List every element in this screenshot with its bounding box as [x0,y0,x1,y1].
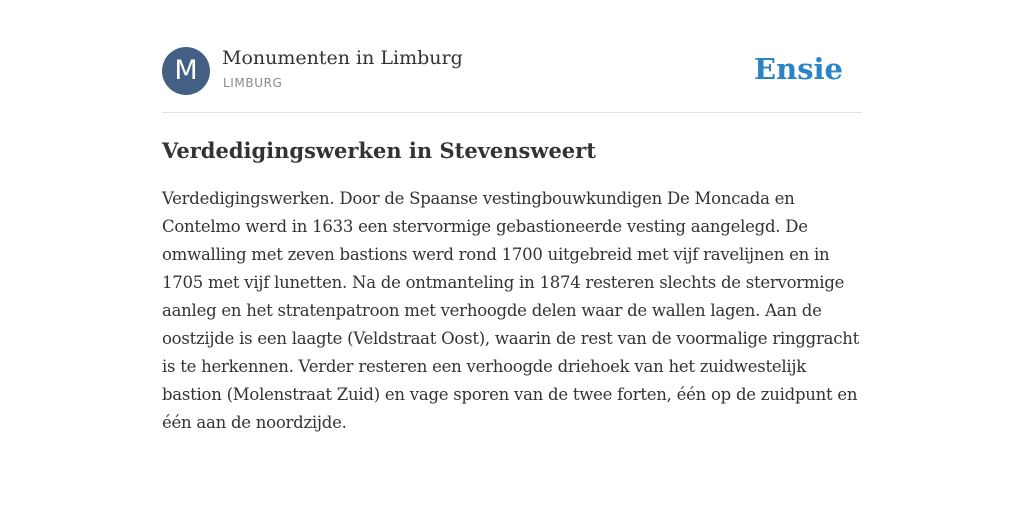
source-subtitle: LIMBURG [223,76,283,90]
avatar[interactable]: M [162,47,210,95]
brand-logo[interactable]: Ensie [754,52,843,86]
card-header [162,46,862,113]
article-body: Verdedigingswerken. Door de Spaanse vestingbouwkundigen De Moncada en Contelmo werd in 1633 een stervormige gebastioneerde vesting aangelegd. De omwalling met zeven bastions werd rond 1700 uitgebreid met vijf ravelijnen en in 1705 met vijf lunetten. Na de ontmanteling in 1874 resteren slechts de stervormige aanleg en het stratenpatroon met verhoogde delen waar de wallen lagen. Aan de oostzijde is een laagte (Veldstraat Oost), waarin de rest van de voormalige ringgracht is te herkennen. Verder resteren een verhoogde driehoek van het zuidwestelijk bastion (Molenstraat Zuid) en vage sporen van de twee forten, één op de zuidpunt en één aan de noordzijde. [162,189,859,432]
entry-card [162,46,862,437]
source-name[interactable]: Monumenten in Limburg [222,47,463,69]
page-title: Verdedigingswerken in Stevensweert [162,138,596,163]
